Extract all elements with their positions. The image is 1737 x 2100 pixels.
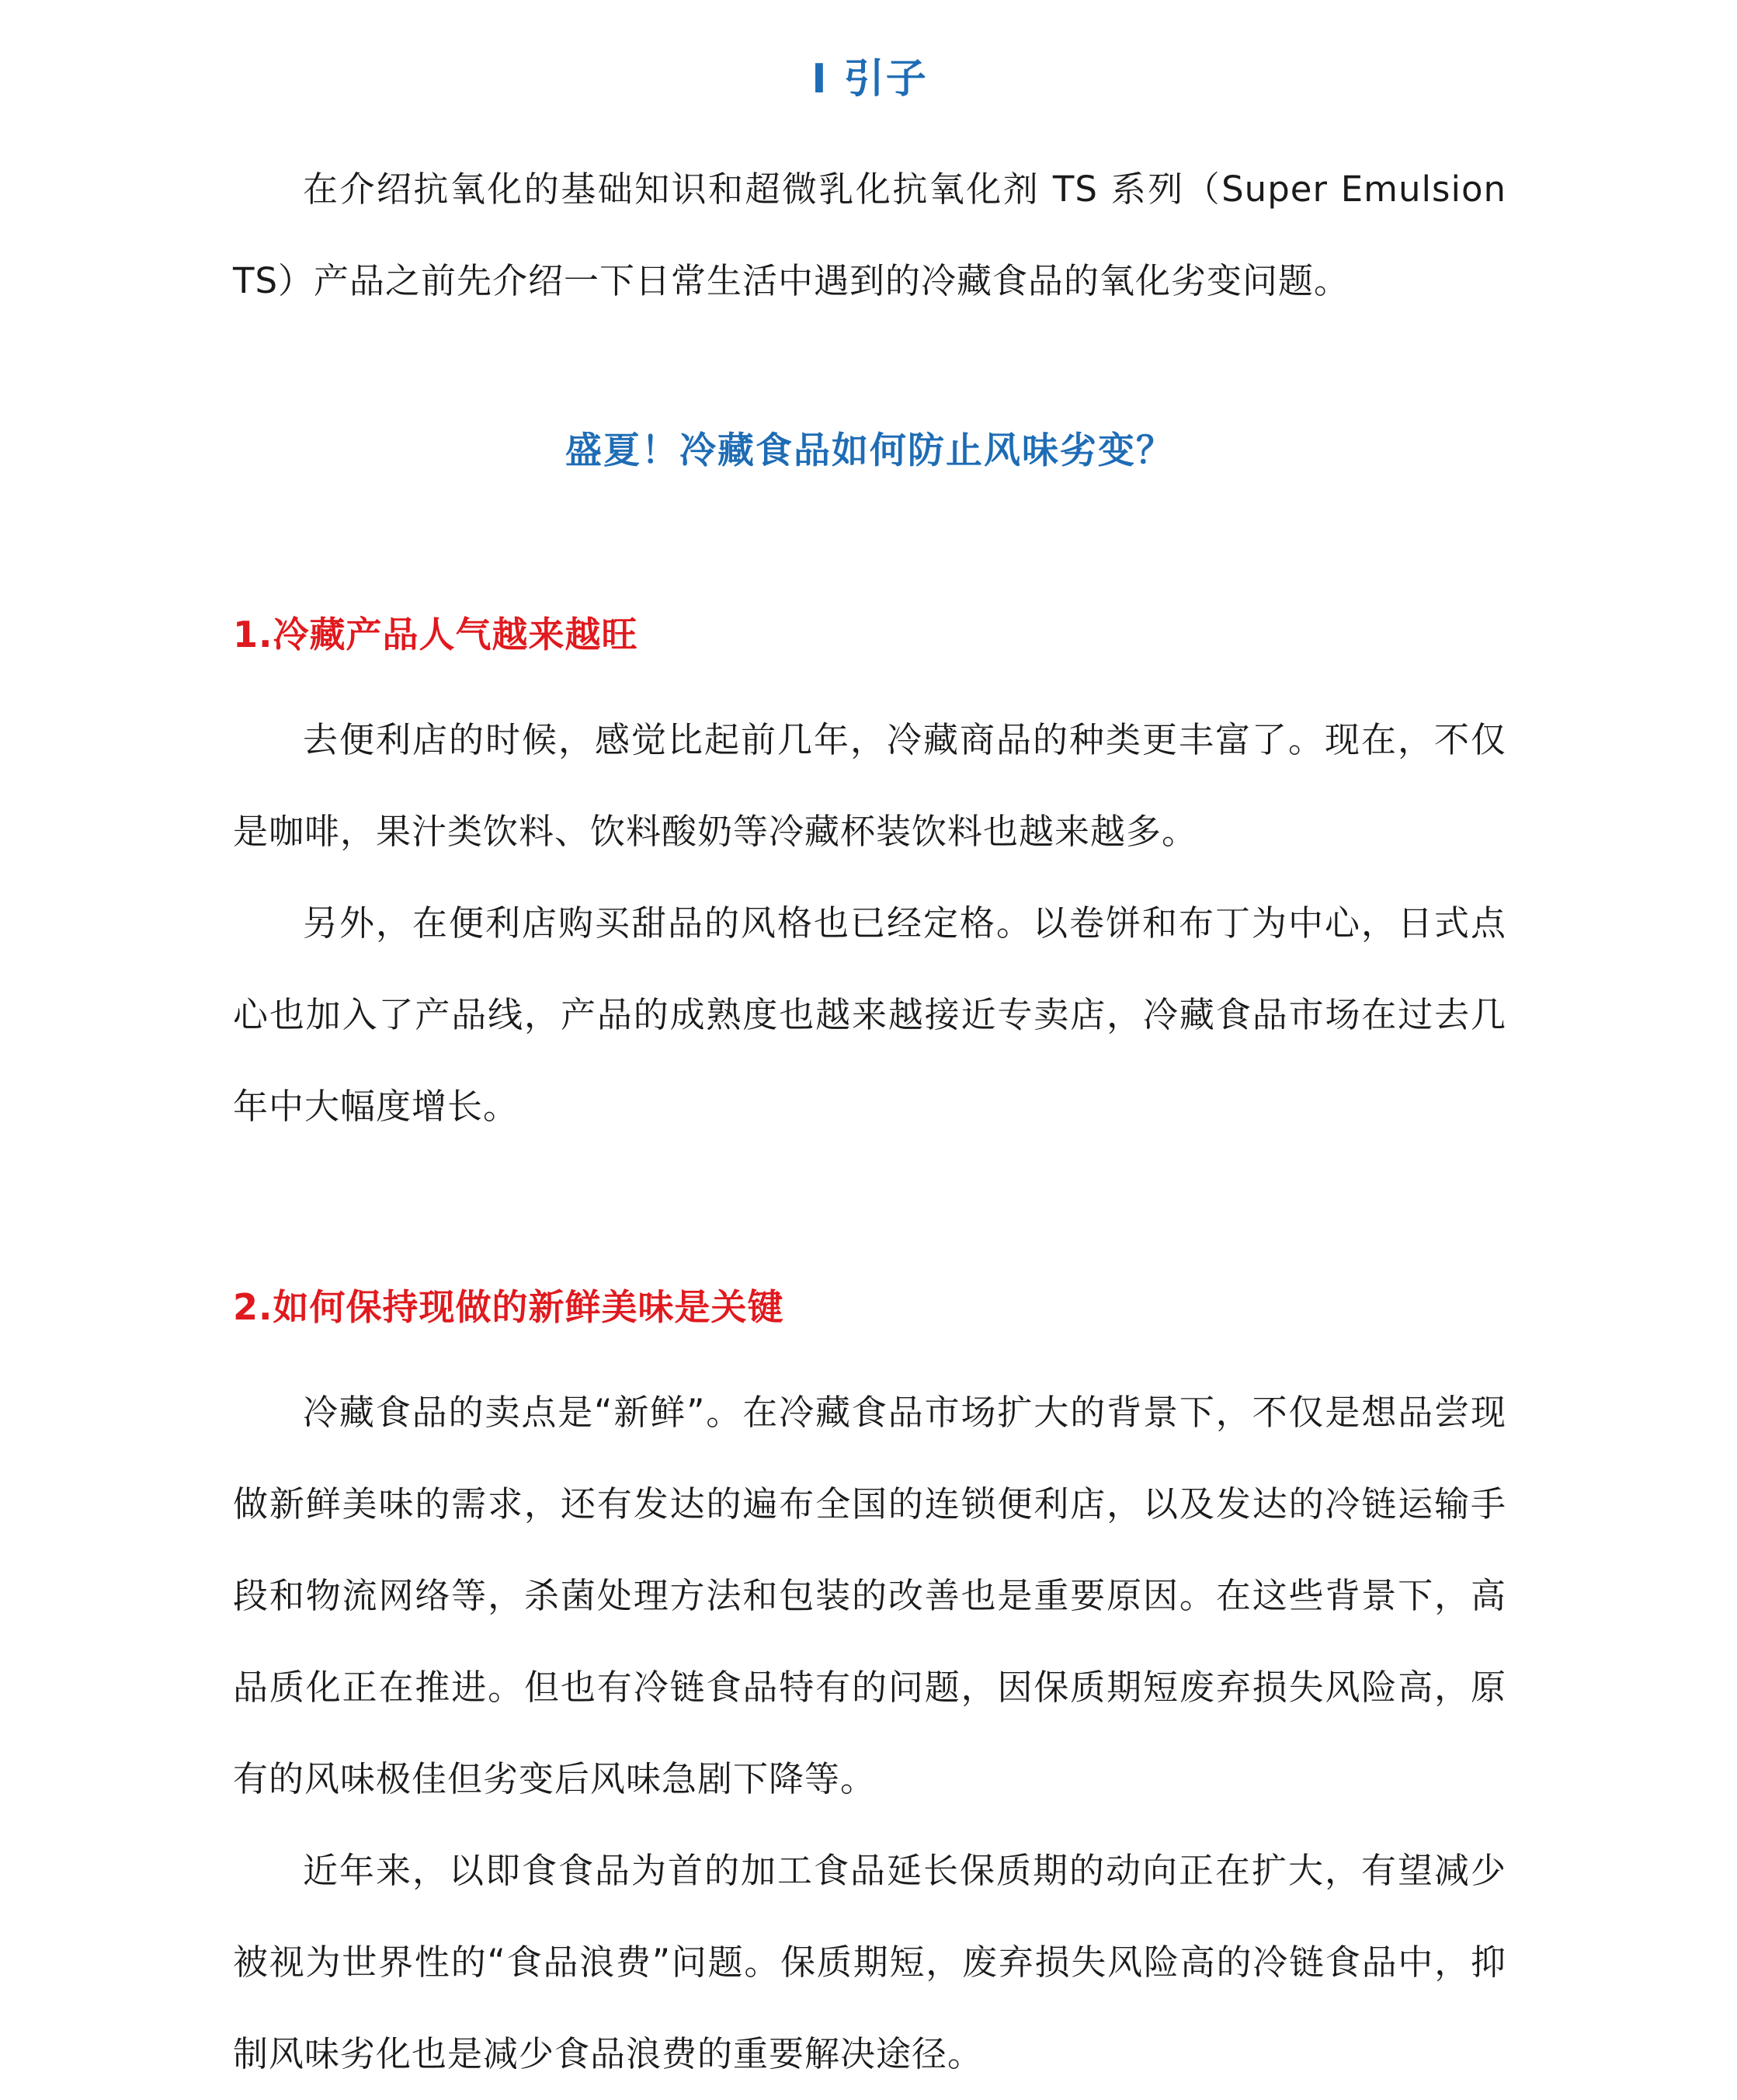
section-2-paragraph-2: 近年来，以即食食品为首的加工食品延长保质期的动向正在扩大，有望减少被视为世界性的“食品浪费”问题。保质期短，废弃损失风险高的冷链食品中，抑制风味劣化也是减少食品浪费的重要解决途径。 [233,1849,1506,2074]
section-1-paragraph-2: 另外，在便利店购买甜品的风格也已经定格。以卷饼和布丁为中心，日式点心也加入了产品线，产品的成熟度也越来越接近专卖店，冷藏食品市场在过去几年中大幅度增长。 [233,902,1506,1127]
section-2-body [233,1367,1506,2100]
section-2-heading: 2.如何保持现做的新鲜美味是关键 [233,1285,784,1328]
page-title: I 引子 [811,55,928,103]
section-1-body [233,694,1506,1153]
section-1-heading: 1.冷藏产品人气越来越旺 [233,613,638,655]
article-subtitle: 盛夏！冷藏食品如何防止风味劣变？ [565,429,1174,472]
section-2-paragraph-1: 冷藏食品的卖点是“新鲜”。在冷藏食品市场扩大的背景下，不仅是想品尝现做新鲜美味的需求，还有发达的遍布全国的连锁便利店，以及发达的冷链运输手段和物流网络等，杀菌处理方法和包装的改善也是重要原因。在这些背景下，高品质化正在推进。但也有冷链食品特有的问题，因保质期短废弃损失风险高，原有的风味极佳但劣变后风味急剧下降等。 [233,1391,1506,1799]
intro-paragraph: 在介绍抗氧化的基础知识和超微乳化抗氧化剂 TS 系列（Super Emulsion TS）产品之前先介绍一下日常生活中遇到的冷藏食品的氧化劣变问题。 [233,168,1506,301]
section-1-paragraph-1: 去便利店的时候，感觉比起前几年，冷藏商品的种类更丰富了。现在，不仅是咖啡，果汁类饮料、饮料酸奶等冷藏杯装饮料也越来越多。 [233,718,1506,852]
